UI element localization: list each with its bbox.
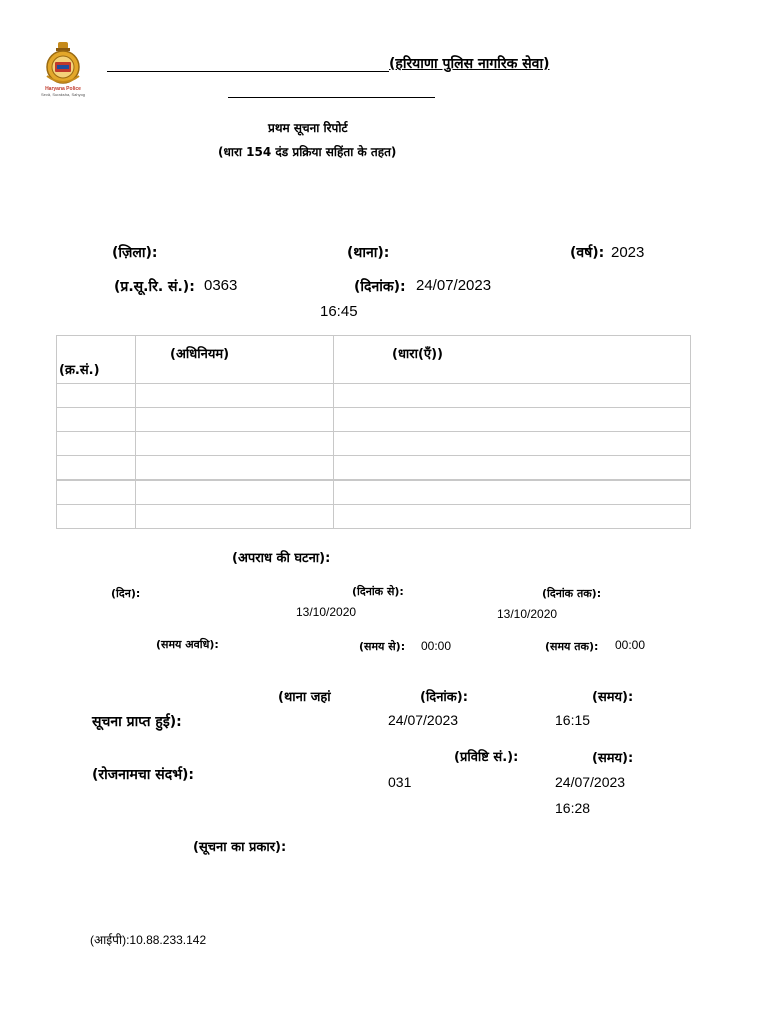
- table-cell: [136, 456, 334, 481]
- info-type-label: (सूचना का प्रकार):: [193, 840, 287, 855]
- occurrence-from-date-label: (दिनांक से):: [352, 585, 404, 598]
- info-received-date-label: (दिनांक):: [420, 690, 468, 705]
- table-cell: [334, 505, 691, 529]
- district-label: (ज़िला):: [112, 245, 158, 261]
- table-cell: [136, 384, 334, 408]
- info-received-time-label: (समय):: [592, 690, 634, 705]
- table-row: [57, 432, 691, 456]
- header-underline: [107, 71, 389, 72]
- table-cell: [136, 505, 334, 529]
- table-cell: [57, 432, 136, 456]
- occurrence-to-date-value: 13/10/2020: [497, 607, 558, 621]
- fir-number-label: (प्र.सू.रि. सं.):: [114, 279, 195, 295]
- table-row: [57, 480, 691, 505]
- occurrence-to-time-label: (समय तक):: [545, 640, 599, 653]
- table-cell: [334, 408, 691, 432]
- gd-entry-number-label: (प्रविष्टि सं.):: [454, 750, 519, 765]
- table-cell: [57, 456, 136, 481]
- table-cell: [334, 480, 691, 505]
- table-cell: [57, 384, 136, 408]
- occurrence-to-time-value: 00:00: [615, 638, 646, 652]
- occurrence-heading: (अपराध की घटना):: [232, 551, 331, 566]
- table-cell: [136, 432, 334, 456]
- occurrence-day-label: (दिन):: [111, 587, 141, 600]
- gd-date-value: 24/07/2023: [555, 774, 626, 790]
- gd-entry-number-value: 031: [388, 774, 412, 790]
- gd-reference-label: (रोजनामचा संदर्भ):: [92, 767, 195, 783]
- info-received-date-value: 24/07/2023: [388, 712, 459, 728]
- occurrence-from-date-value: 13/10/2020: [296, 605, 357, 619]
- table-header-row: [57, 336, 691, 384]
- table-row: [57, 384, 691, 408]
- fir-date-label: (दिनांक):: [354, 279, 406, 295]
- header-second-line: [228, 97, 435, 98]
- haryana-police-logo: [38, 40, 88, 98]
- fir-date-value: 24/07/2023: [416, 277, 492, 294]
- table-header-serial: [57, 336, 136, 384]
- sections-header-label: (धारा(एँ)): [392, 347, 444, 362]
- occurrence-from-time-label: (समय से):: [359, 640, 406, 653]
- occurrence-time-period-label: (समय अवधि):: [156, 638, 219, 651]
- table-cell: [334, 432, 691, 456]
- year-label: (वर्ष):: [570, 245, 605, 261]
- table-cell: [57, 480, 136, 505]
- report-subtitle: (धारा 154 दंड प्रक्रिया सहिंता के तहत): [218, 145, 397, 159]
- logo-text: Haryana Police: [45, 86, 81, 92]
- table-cell: [334, 384, 691, 408]
- gd-time-label: (समय):: [592, 751, 634, 766]
- table-row: [57, 505, 691, 529]
- occurrence-to-date-label: (दिनांक तक):: [542, 587, 602, 600]
- fir-number-value: 0363: [204, 277, 238, 294]
- table-header-sections: [334, 336, 691, 384]
- act-header-label: (अधिनियम): [170, 347, 230, 362]
- org-name: (हरियाणा पुलिस नागरिक सेवा): [389, 56, 550, 72]
- table-row: [57, 456, 691, 481]
- info-received-where-label: (थाना जहां: [278, 690, 331, 705]
- occurrence-from-time-value: 00:00: [421, 639, 452, 653]
- acts-sections-table: [56, 335, 691, 529]
- table-row: [57, 408, 691, 432]
- table-cell: [57, 505, 136, 529]
- station-label: (थाना):: [347, 245, 390, 261]
- gd-time-value: 16:28: [555, 800, 591, 816]
- footer-ip: (आईपी):10.88.233.142: [90, 933, 207, 947]
- fir-time-value: 16:45: [320, 303, 358, 320]
- table-header-act: [136, 336, 334, 384]
- table-cell: [334, 456, 691, 481]
- logo-tagline: Sevā, Suraksha, Sahyog: [40, 92, 86, 97]
- table-cell: [136, 480, 334, 505]
- year-value: 2023: [611, 244, 645, 261]
- info-received-time-value: 16:15: [555, 712, 591, 728]
- serial-header-label: (क्र.सं.): [59, 363, 100, 378]
- info-received-label: सूचना प्राप्त हुई):: [92, 714, 182, 730]
- table-cell: [57, 408, 136, 432]
- table-cell: [136, 408, 334, 432]
- report-title: प्रथम सूचना रिपोर्ट: [268, 121, 348, 135]
